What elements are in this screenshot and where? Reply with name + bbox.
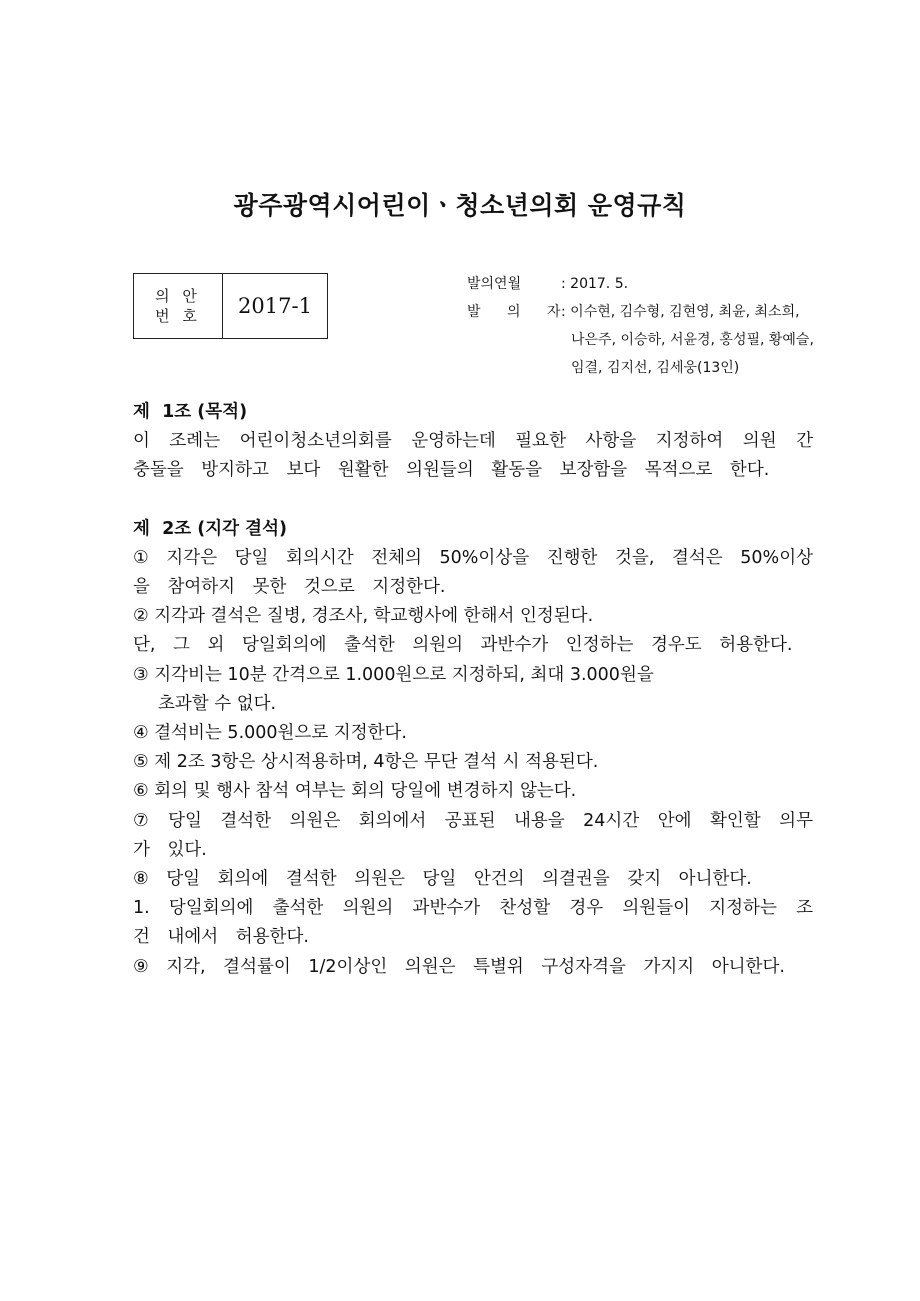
article-1-heading: 제 1조 (목적) bbox=[133, 402, 248, 422]
article-2-clause-6: ⑥ 회의 및 행사 참석 여부는 회의 당일에 변경하지 않는다. bbox=[133, 781, 577, 802]
article-2-clause-7: ⑦ 당일 결석한 의원은 회의에서 공표된 내용을 24시간 안에 확인할 의무가 있다. bbox=[133, 810, 813, 860]
bill-number-table bbox=[133, 273, 328, 339]
article-2-clause-1: ① 지각은 당일 회의시간 전체의 50%이상을 진행한 것을, 결석은 50%이상을 참여하지 못한 것으로 지정한다. bbox=[133, 547, 813, 598]
article-1-text: 이 조례는 어린이청소년의회를 운영하는데 필요한 사항을 지정하여 의원 간 충돌을 방지하고 보다 원활한 의원들의 활동을 보장함을 목적으로 한다. bbox=[133, 431, 813, 481]
article-2-clause-8: ⑧ 당일 회의에 결석한 의원은 당일 안건의 의결권을 갖지 아니한다. bbox=[133, 869, 752, 890]
proposal-info bbox=[467, 270, 814, 382]
article-2-clause-3: ③ 지각비는 10분 간격으로 1.000원으로 지정하되, 최대 3.000원을 bbox=[133, 664, 654, 685]
article-2-clause-2: ② 지각과 결석은 질병, 경조사, 학교행사에 한해서 인정된다. bbox=[133, 606, 594, 627]
article-2-clause-5: ⑤ 제 2조 3항은 상시적용하며, 4항은 무단 결석 시 적용된다. bbox=[133, 752, 599, 773]
bill-number-value: 2017-1 bbox=[238, 294, 312, 318]
article-2-clause-3-cont: 초과할 수 없다. bbox=[158, 693, 277, 714]
section-spacer bbox=[133, 486, 813, 515]
proposers-line-3: 임결, 김지선, 김세웅(13인) bbox=[571, 360, 740, 376]
document-title: 광주광역시어린이ㆍ청소년의회 운영규칙 bbox=[233, 191, 687, 220]
proposers-line-1: : 이수현, 김수형, 김현영, 최윤, 최소희, bbox=[561, 304, 800, 320]
document-body bbox=[133, 398, 813, 982]
article-2-heading: 제 2조 (지각 결석) bbox=[133, 518, 287, 539]
article-2-clause-9: ⑨ 지각, 결석률이 1/2이상인 의원은 특별위 구성자격을 가지지 아니한다. bbox=[133, 956, 785, 977]
bill-number-label bbox=[134, 274, 223, 338]
proposers-row bbox=[467, 298, 814, 326]
article-2-clause-2-proviso: 단, 그 외 당일회의에 출석한 의원의 과반수가 인정하는 경우도 허용한다. bbox=[133, 635, 793, 656]
proposal-date-row bbox=[467, 270, 814, 298]
article-2-clause-4: ④ 결석비는 5.000원으로 지정한다. bbox=[133, 723, 407, 744]
proposers-line-2: 나은주, 이승하, 서윤경, 홍성필, 황예슬, bbox=[571, 332, 814, 348]
bill-label-line1: 의 안 bbox=[155, 287, 201, 305]
proposal-date-label: 발의연월 bbox=[467, 276, 522, 292]
proposers-label: 발 의 자 bbox=[467, 304, 572, 320]
article-2-subclause-1: 1. 당일회의에 출석한 의원의 과반수가 찬성할 경우 의원들이 지정하는 조건 내에서 허용한다. bbox=[133, 898, 813, 948]
bill-label-line2: 번 호 bbox=[155, 307, 201, 325]
proposal-date-value: : 2017. 5. bbox=[561, 276, 629, 292]
